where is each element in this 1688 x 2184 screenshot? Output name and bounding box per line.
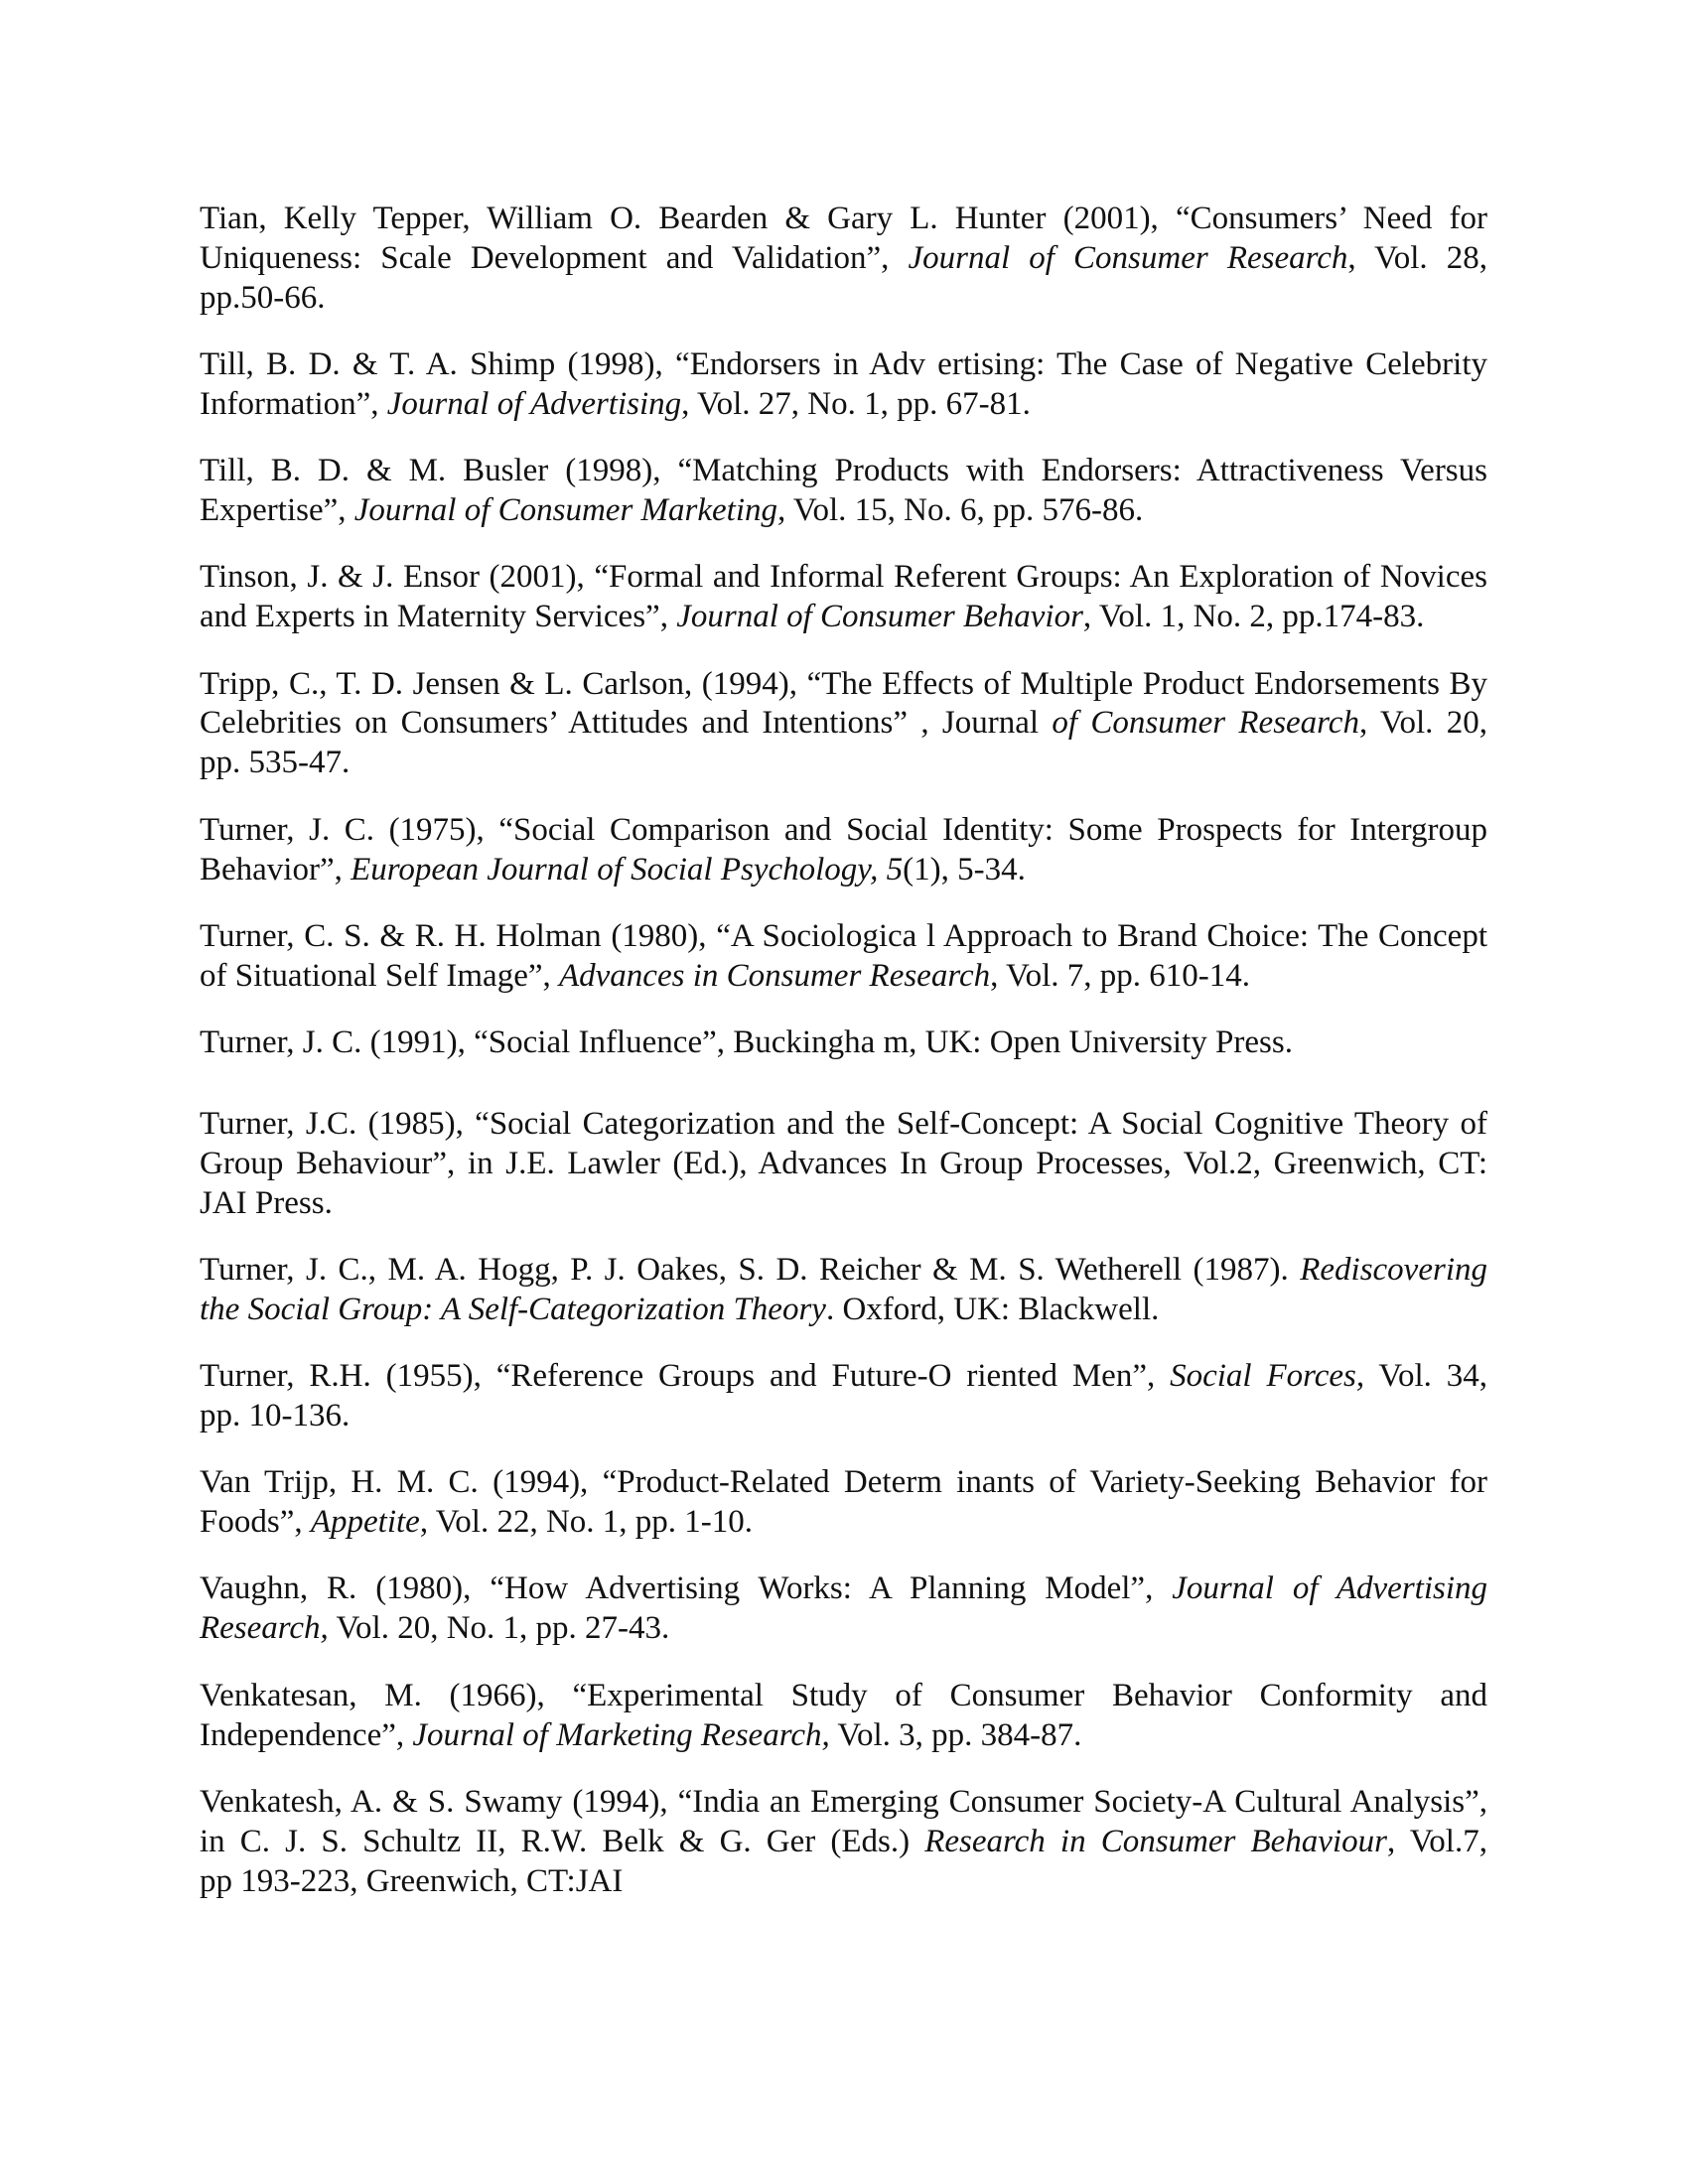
reference-text: pp 193-223, Greenwich, CT:JAI (200, 1862, 624, 1899)
reference-line (200, 1024, 1487, 1063)
reference-line (200, 385, 1487, 425)
reference-line (200, 917, 1487, 957)
reference-text: Turner, C. S. & R. H. Holman (1980), “A Sociologica l Approach to Brand Choice: The Concept (200, 917, 1487, 954)
reference-text: , Vol. 22, No. 1, pp. 1-10. (419, 1504, 754, 1541)
reference-entry-tian-2001 (200, 200, 1487, 319)
reference-text: Foods”, (200, 1504, 311, 1541)
reference-text: Vol. 34, (1364, 1358, 1487, 1395)
reference-text: , Vol. 7, pp. 610-14. (990, 957, 1250, 994)
reference-line (200, 1677, 1487, 1716)
reference-line (200, 665, 1487, 705)
reference-text: , Vol. 27, No. 1, pp. 67-81. (681, 385, 1031, 422)
reference-line (200, 1357, 1487, 1397)
reference-text: Tinson, J. & J. Ensor (2001), “Formal and Informal Referent Groups: An Exploration of Novices (200, 559, 1487, 596)
reference-text: Till, B. D. & T. A. Shimp (1998), “Endorsers in Adv ertising: The Case of Negative Celebrity (200, 346, 1487, 383)
reference-line (200, 957, 1487, 997)
reference-entry-turner-hogg-1987 (200, 1251, 1487, 1330)
journal-title: European Journal of Social Psychology, 5 (351, 851, 904, 887)
reference-text: Behavior”, (200, 851, 352, 887)
reference-line (200, 1609, 1487, 1649)
reference-text: Tripp, C., T. D. Jensen & L. Carlson, (1994), “The Effects of Multiple Product Endorsements By (200, 665, 1487, 702)
reference-line (200, 1463, 1487, 1503)
reference-entry-venkatesan-1966 (200, 1677, 1487, 1756)
journal-title: Journal of Consumer Behavior (676, 599, 1083, 635)
reference-line (200, 200, 1487, 239)
reference-line (200, 1823, 1487, 1862)
journal-title: Social Forces, (1170, 1358, 1365, 1395)
reference-line (200, 1291, 1487, 1330)
reference-text: pp. 535-47. (200, 745, 351, 781)
reference-entry-turner-1985 (200, 1105, 1487, 1224)
reference-line (200, 744, 1487, 783)
reference-entry-turner-holman-1980 (200, 917, 1487, 997)
reference-entry-van-trijp-1994 (200, 1463, 1487, 1543)
reference-text: Independence”, (200, 1716, 413, 1753)
reference-line (200, 1716, 1487, 1756)
reference-text: Tian, Kelly Tepper, William O. Bearden & Gary L. Hunter (2001), “Consumers’ Need for (200, 201, 1487, 236)
reference-text: Information”, (200, 385, 387, 422)
reference-text: Vol. 15, No. 6, pp. 576-86. (785, 492, 1144, 529)
reference-text: Turner, J. C. (1975), “Social Comparison and Social Identity: Some Prospects for Intergroup (200, 811, 1487, 848)
reference-text: JAI Press. (200, 1184, 333, 1221)
reference-text: , Vol. 20, (1358, 705, 1487, 742)
reference-line (200, 239, 1487, 279)
reference-text: (1), 5-34. (903, 851, 1026, 887)
journal-title: Appetite (310, 1504, 420, 1541)
reference-text: Expertise”, (200, 492, 354, 529)
reference-entry-tinson-2001 (200, 558, 1487, 637)
reference-text: Van Trijp, H. M. C. (1994), “Product-Related Determ inants of Variety-Seeking Behavior for (200, 1464, 1487, 1501)
reference-entry-turner-1991 (200, 1024, 1487, 1063)
reference-text: Celebrities on Consumers’ Attitudes and Intentions” , Journal (200, 705, 1053, 742)
reference-text: and Experts in Maternity Services”, (200, 599, 677, 635)
reference-entry-venkatesh-1994 (200, 1783, 1487, 1902)
reference-line (200, 1783, 1487, 1823)
reference-line (200, 1145, 1487, 1184)
reference-text: , Vol. 1, No. 2, pp.174-83. (1082, 599, 1425, 635)
reference-entry-turner-rh-1955 (200, 1357, 1487, 1436)
journal-title: Journal of Consumer Marketing, (353, 492, 786, 529)
reference-text: Turner, J. C. (1991), “Social Influence”, Buckingha m, UK: Open University Press. (200, 1024, 1293, 1060)
reference-entry-tripp-1994 (200, 665, 1487, 784)
book-title: Rediscovering (1300, 1251, 1487, 1288)
reference-text: in C. J. S. Schultz II, R.W. Belk & G. Ger (Eds.) (200, 1823, 925, 1859)
reference-text: , Vol.7, (1386, 1823, 1487, 1859)
reference-text: Vaughn, R. (1980), “How Advertising Works: A Planning Model”, (200, 1570, 1173, 1607)
reference-line (200, 1251, 1487, 1291)
reference-entry-turner-1975 (200, 811, 1487, 890)
reference-text: Venkatesh, A. & S. Swamy (1994), “India an Emerging Consumer Society-A Cultural Analysis”, (200, 1783, 1487, 1820)
reference-entry-vaughn-1980 (200, 1570, 1487, 1649)
book-title: the Social Group: A Self-Categorization Theory (200, 1291, 826, 1327)
reference-text: of Situational Self Image”, (200, 957, 559, 994)
journal-title: Journal of Advertising (1172, 1570, 1488, 1607)
reference-list (200, 200, 1487, 1929)
reference-line (200, 851, 1487, 890)
journal-title: Journal of Advertising (386, 385, 682, 422)
journal-title: Journal of Marketing Research, (412, 1716, 830, 1753)
reference-text: Vol. 20, No. 1, pp. 27-43. (328, 1610, 670, 1647)
reference-line (200, 558, 1487, 598)
reference-line (200, 345, 1487, 385)
journal-title: Advances in Consumer Research (559, 957, 991, 994)
reference-line (200, 598, 1487, 637)
reference-line (200, 704, 1487, 744)
reference-line (200, 452, 1487, 491)
journal-title: of Consumer Research (1052, 705, 1359, 742)
reference-text: Turner, R.H. (1955), “Reference Groups and Future-O riented Men”, (200, 1358, 1171, 1395)
reference-line (200, 1397, 1487, 1436)
reference-line (200, 1570, 1487, 1609)
reference-line (200, 279, 1487, 319)
reference-text: , Vol. 28, (1347, 239, 1487, 276)
journal-title: Journal of Consumer Research (908, 239, 1348, 276)
reference-line (200, 1862, 1487, 1902)
reference-text: Uniqueness: Scale Development and Validation”, (200, 239, 909, 276)
reference-line (200, 811, 1487, 851)
reference-text: Turner, J.C. (1985), “Social Categorization and the Self-Concept: A Social Cognitive Theory of (200, 1105, 1487, 1142)
reference-line (200, 1184, 1487, 1224)
reference-line (200, 1105, 1487, 1145)
reference-text: Vol. 3, pp. 384-87. (829, 1716, 1082, 1753)
reference-text: pp. 10-136. (200, 1398, 351, 1433)
reference-line (200, 1503, 1487, 1543)
reference-text: . Oxford, UK: Blackwell. (825, 1291, 1160, 1327)
reference-text: pp.50-66. (200, 279, 326, 316)
reference-entry-till-busler-1998 (200, 452, 1487, 531)
book-title: Research in Consumer Behaviour (924, 1823, 1387, 1859)
reference-line (200, 491, 1487, 531)
reference-text: Turner, J. C., M. A. Hogg, P. J. Oakes, S. D. Reicher & M. S. Wetherell (1987). (200, 1251, 1301, 1288)
reference-entry-till-shimp-1998 (200, 345, 1487, 425)
reference-text: Venkatesan, M. (1966), “Experimental Study of Consumer Behavior Conformity and (200, 1677, 1487, 1713)
reference-text: Till, B. D. & M. Busler (1998), “Matching Products with Endorsers: Attractiveness Versus (200, 453, 1487, 489)
journal-title: Research, (200, 1610, 329, 1647)
reference-text: Group Behaviour”, in J.E. Lawler (Ed.), Advances In Group Processes, Vol.2, Greenwich, CT: (200, 1145, 1487, 1181)
